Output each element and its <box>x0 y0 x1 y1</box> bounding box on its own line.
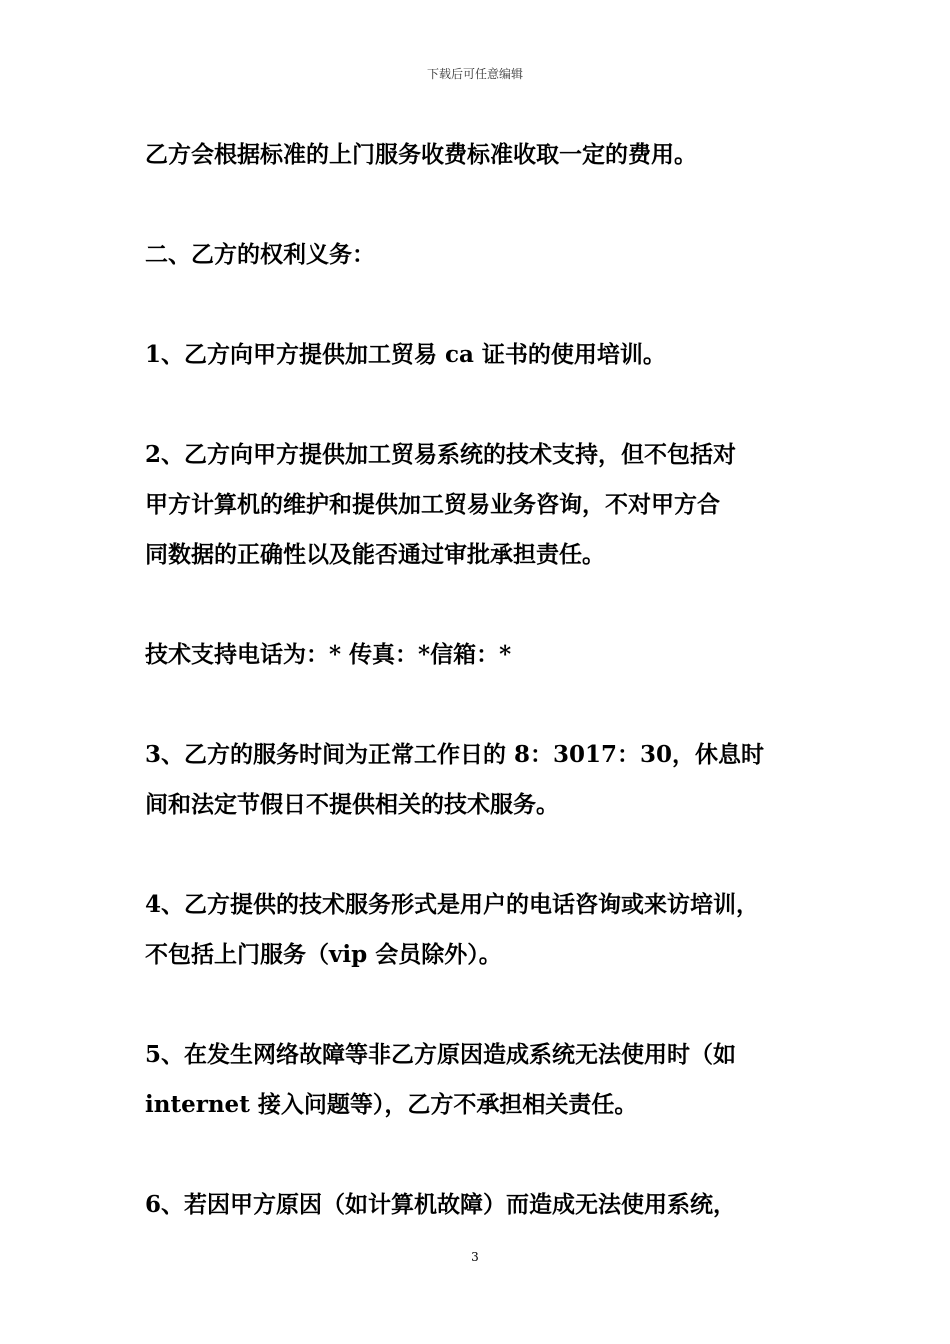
page-header: 下载后可任意编辑 <box>426 67 523 81</box>
text-line: 5、在发生网络故障等非乙方原因造成系统无法使用时（如 <box>145 1041 737 1068</box>
text-line: 4、乙方提供的技术服务形式是用户的电话咨询或来访培训， <box>145 891 760 918</box>
text-line: 3、乙方的服务时间为正常工作日的 8：3017：30，休息时 <box>145 741 765 768</box>
page-number: 3 <box>471 1250 479 1264</box>
text-line: 二、乙方的权利义务： <box>145 241 375 268</box>
clause-5 <box>145 1030 825 1130</box>
support-contact <box>145 630 825 680</box>
text-line: 1、乙方向甲方提供加工贸易 ca 证书的使用培训。 <box>145 341 666 368</box>
text-line: 6、若因甲方原因（如计算机故障）而造成无法使用系统， <box>145 1191 737 1218</box>
text-line: 2、乙方向甲方提供加工贸易系统的技术支持，但不包括对 <box>145 441 737 468</box>
text-line: 不包括上门服务（vip 会员除外）。 <box>145 941 502 968</box>
text-line: 间和法定节假日不提供相关的技术服务。 <box>145 791 559 818</box>
clause-6 <box>145 1180 825 1230</box>
clause-2 <box>145 430 825 580</box>
clause-3 <box>145 730 825 830</box>
text-line: 技术支持电话为：* 传真：*信箱：* <box>145 641 512 668</box>
paragraph-fee <box>145 130 825 180</box>
clause-1 <box>145 330 825 380</box>
text-line: internet 接入问题等），乙方不承担相关责任。 <box>145 1091 638 1118</box>
text-line: 甲方计算机的维护和提供加工贸易业务咨询，不对甲方合 <box>145 491 720 518</box>
text-line: 同数据的正确性以及能否通过审批承担责任。 <box>145 541 605 568</box>
section-heading-rights <box>145 230 825 280</box>
clause-4 <box>145 880 825 980</box>
document-body <box>145 130 825 1230</box>
text-line: 乙方会根据标准的上门服务收费标准收取一定的费用。 <box>145 141 697 168</box>
